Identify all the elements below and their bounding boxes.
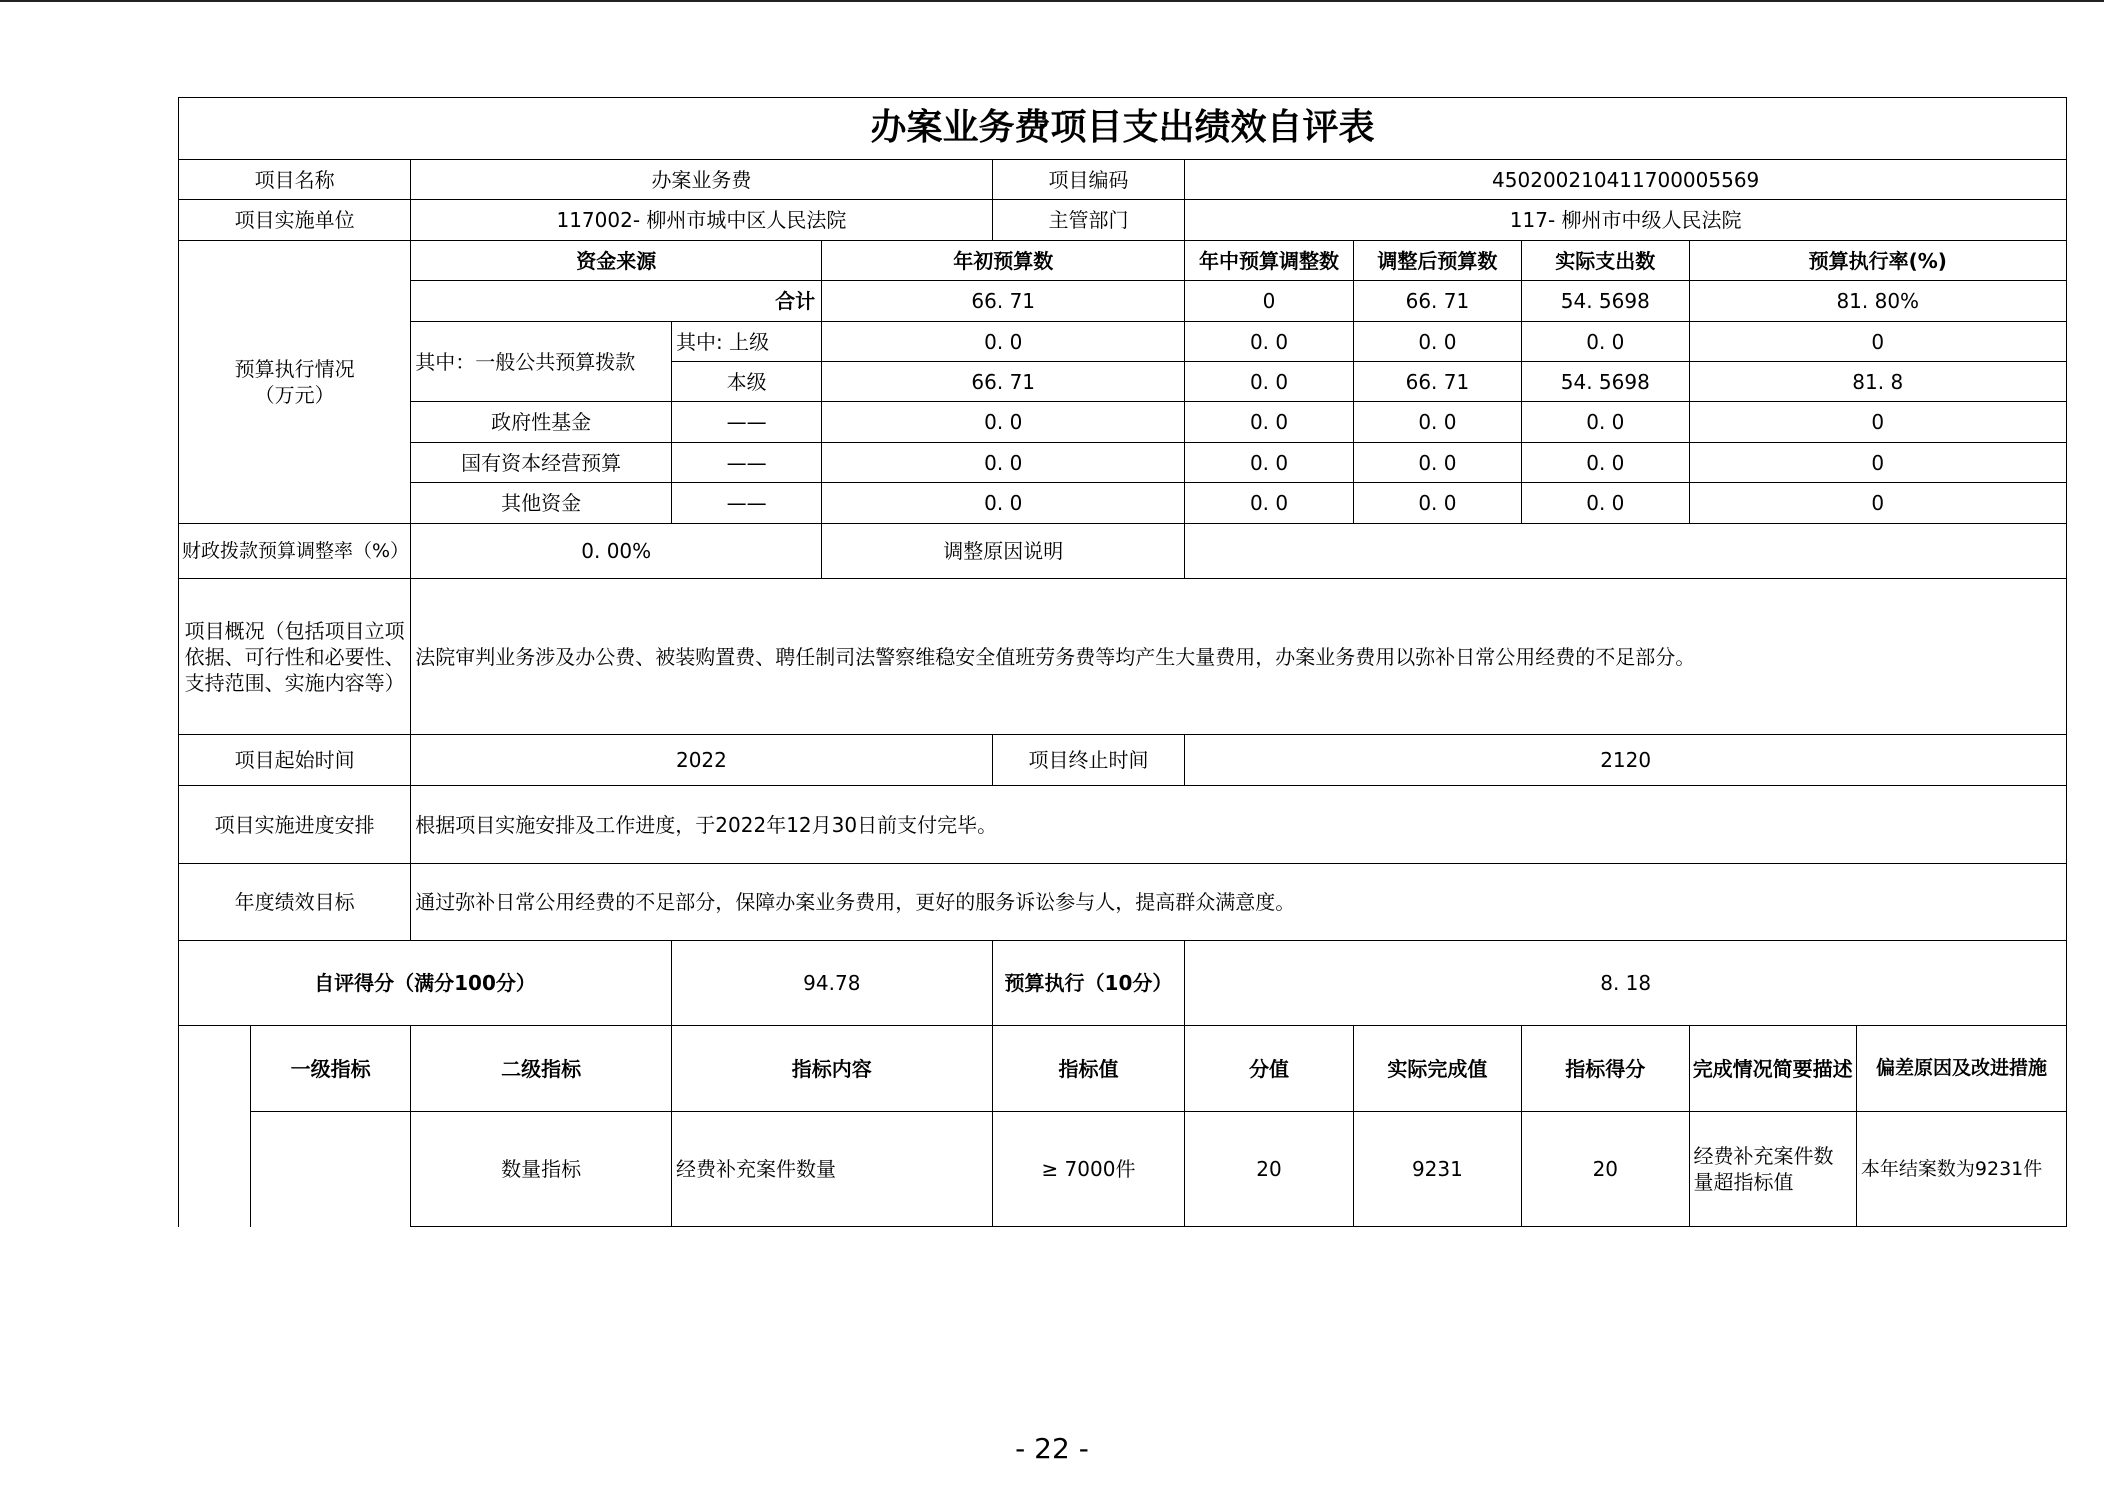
total-label: 合计 [411, 281, 822, 322]
upper-adjusted: 0. 0 [1353, 322, 1521, 362]
page-number: - 22 - [1015, 1432, 1089, 1465]
ind-header-score: 指标得分 [1522, 1026, 1689, 1112]
indicator-score: 20 [1522, 1112, 1689, 1227]
local-adjusted: 66. 71 [1353, 362, 1521, 402]
total-mid-adjust: 0 [1185, 281, 1353, 322]
self-score-value: 94.78 [672, 941, 993, 1026]
goal-text: 通过弥补日常公用经费的不足部分，保障办案业务费用，更好的服务诉讼参与人，提高群众满意度。 [411, 864, 2067, 941]
adjust-rate-label: 财政拨款预算调整率（%） [179, 524, 411, 579]
state-capital-adjusted: 0. 0 [1353, 443, 1521, 483]
budget-section-label-line2: （万元） [254, 383, 335, 407]
indicator-deviation: 本年结案数为9231件 [1856, 1112, 2066, 1227]
ind-header-points: 分值 [1185, 1026, 1353, 1112]
gov-fund-label: 政府性基金 [411, 402, 672, 443]
header-rate: 预算执行率(%) [1689, 241, 2067, 281]
end-time-label: 项目终止时间 [992, 735, 1185, 786]
other-fund-label: 其他资金 [411, 483, 672, 524]
total-actual: 54. 5698 [1522, 281, 1689, 322]
total-rate: 81. 80% [1689, 281, 2067, 322]
indicator-level1 [251, 1112, 411, 1227]
header-adjusted: 调整后预算数 [1353, 241, 1521, 281]
indicator-level2: 数量指标 [411, 1112, 672, 1227]
dept-label: 主管部门 [992, 200, 1185, 241]
dept-value: 117- 柳州市中级人民法院 [1185, 200, 2067, 241]
project-code: 450200210411700005569 [1185, 160, 2067, 200]
local-actual: 54. 5698 [1522, 362, 1689, 402]
header-mid-adjust: 年中预算调整数 [1185, 241, 1353, 281]
other-fund-dash: —— [672, 483, 822, 524]
local-rate: 81. 8 [1689, 362, 2067, 402]
gov-fund-rate: 0 [1689, 402, 2067, 443]
performance-evaluation-table [178, 97, 2067, 1227]
table-title: 办案业务费项目支出绩效自评表 [179, 98, 2067, 160]
project-code-label: 项目编码 [992, 160, 1185, 200]
indicator-content: 经费补充案件数量 [672, 1112, 993, 1227]
adjust-reason-value [1185, 524, 2067, 579]
other-fund-rate: 0 [1689, 483, 2067, 524]
state-capital-actual: 0. 0 [1522, 443, 1689, 483]
indicator-summary: 经费补充案件数量超指标值 [1689, 1112, 1856, 1227]
adjust-rate-value: 0. 00% [411, 524, 822, 579]
header-source: 资金来源 [411, 241, 822, 281]
header-initial: 年初预算数 [822, 241, 1185, 281]
self-score-label: 自评得分（满分100分） [179, 941, 672, 1026]
end-time: 2120 [1185, 735, 2067, 786]
ind-header-summary: 完成情况简要描述 [1689, 1026, 1856, 1112]
upper-mid-adjust: 0. 0 [1185, 322, 1353, 362]
budget-exec-score-value: 8. 18 [1185, 941, 2067, 1026]
gov-fund-adjusted: 0. 0 [1353, 402, 1521, 443]
general-budget-label: 其中：一般公共预算拨款 [411, 322, 672, 402]
state-capital-label: 国有资本经营预算 [411, 443, 672, 483]
overview-text: 法院审判业务涉及办公费、被装购置费、聘任制司法警察维稳安全值班劳务费等均产生大量费用，办案业务费用以弥补日常公用经费的不足部分。 [411, 579, 2067, 735]
state-capital-mid-adjust: 0. 0 [1185, 443, 1353, 483]
indicator-side-cell [179, 1026, 251, 1227]
ind-header-level1: 一级指标 [251, 1026, 411, 1112]
schedule-text: 根据项目实施安排及工作进度，于2022年12月30日前支付完毕。 [411, 786, 2067, 864]
state-capital-dash: —— [672, 443, 822, 483]
state-capital-initial: 0. 0 [822, 443, 1185, 483]
other-fund-mid-adjust: 0. 0 [1185, 483, 1353, 524]
header-actual: 实际支出数 [1522, 241, 1689, 281]
ind-header-level2: 二级指标 [411, 1026, 672, 1112]
total-adjusted: 66. 71 [1353, 281, 1521, 322]
gov-fund-initial: 0. 0 [822, 402, 1185, 443]
ind-header-target: 指标值 [992, 1026, 1185, 1112]
local-mid-adjust: 0. 0 [1185, 362, 1353, 402]
ind-header-deviation: 偏差原因及改进措施 [1856, 1026, 2066, 1112]
gov-fund-actual: 0. 0 [1522, 402, 1689, 443]
upper-label: 其中: 上级 [672, 322, 822, 362]
start-time-label: 项目起始时间 [179, 735, 411, 786]
other-fund-adjusted: 0. 0 [1353, 483, 1521, 524]
gov-fund-mid-adjust: 0. 0 [1185, 402, 1353, 443]
project-name-label: 项目名称 [179, 160, 411, 200]
other-fund-initial: 0. 0 [822, 483, 1185, 524]
budget-exec-score-label: 预算执行（10分） [992, 941, 1185, 1026]
indicator-points: 20 [1185, 1112, 1353, 1227]
adjust-reason-label: 调整原因说明 [822, 524, 1185, 579]
unit-value: 117002- 柳州市城中区人民法院 [411, 200, 992, 241]
local-initial: 66. 71 [822, 362, 1185, 402]
upper-actual: 0. 0 [1522, 322, 1689, 362]
upper-initial: 0. 0 [822, 322, 1185, 362]
state-capital-rate: 0 [1689, 443, 2067, 483]
page-top-border [0, 0, 2104, 2]
budget-section-label-line1: 预算执行情况 [234, 357, 355, 381]
gov-fund-dash: —— [672, 402, 822, 443]
budget-section-label [179, 241, 411, 524]
upper-rate: 0 [1689, 322, 2067, 362]
local-label: 本级 [672, 362, 822, 402]
project-name: 办案业务费 [411, 160, 992, 200]
goal-label: 年度绩效目标 [179, 864, 411, 941]
unit-label: 项目实施单位 [179, 200, 411, 241]
ind-header-actual: 实际完成值 [1353, 1026, 1521, 1112]
start-time: 2022 [411, 735, 992, 786]
other-fund-actual: 0. 0 [1522, 483, 1689, 524]
total-initial: 66. 71 [822, 281, 1185, 322]
schedule-label: 项目实施进度安排 [179, 786, 411, 864]
ind-header-content: 指标内容 [672, 1026, 993, 1112]
indicator-actual: 9231 [1353, 1112, 1521, 1227]
indicator-target: ≥ 7000件 [992, 1112, 1185, 1227]
overview-label: 项目概况（包括项目立项依据、可行性和必要性、支持范围、实施内容等） [179, 579, 411, 735]
